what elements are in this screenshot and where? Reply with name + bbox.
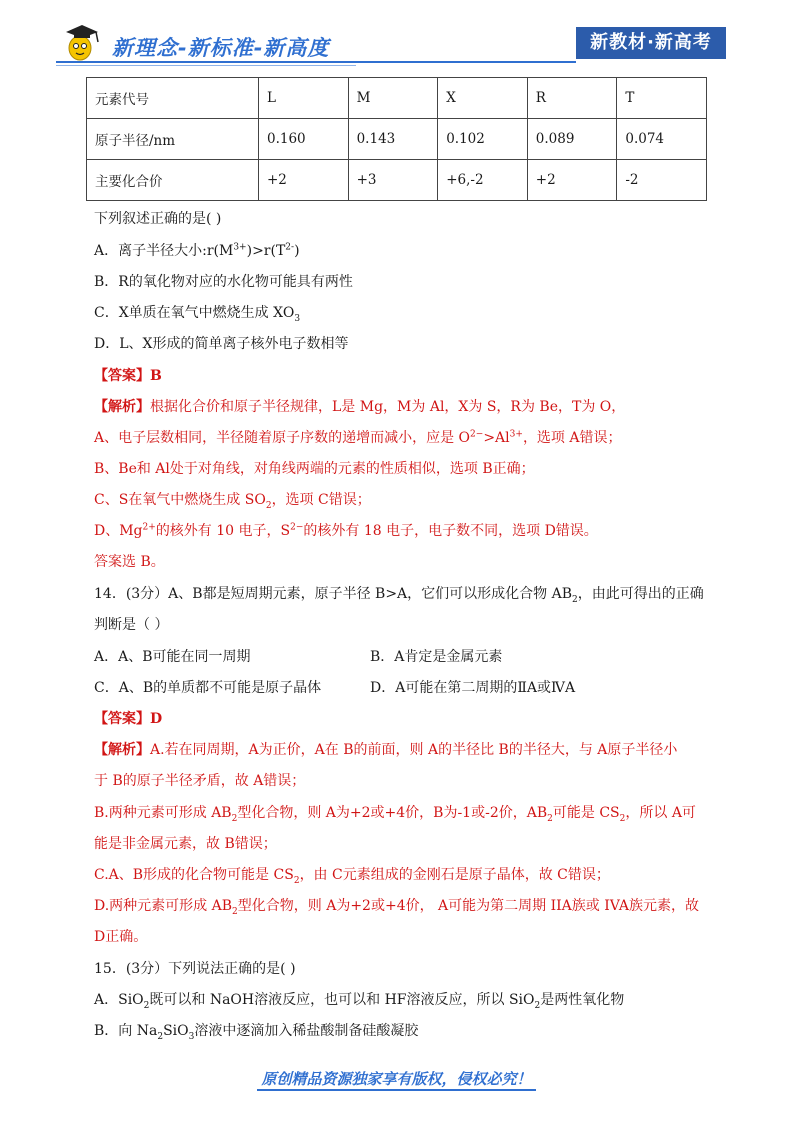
q13-stem: 下列叙述正确的是( ) — [94, 211, 222, 227]
q14-analysis-d-line2: D正确。 — [94, 929, 148, 945]
q13-option-d: D．L、X形成的简单离子核外电子数相等 — [94, 336, 349, 352]
q15-option-a: A．SiO$_2$既可以和 NaOH溶液反应，也可以和 HF溶液反应，所以 SiO$_2$是两性氧化物 — [94, 992, 625, 1011]
table-cell: 主要化合价 — [87, 160, 259, 201]
element-data-table — [86, 77, 707, 201]
q14-analysis-c: C.A、B形成的化合物可能是 $CS_2$，由 C元素组成的金刚石是原子晶体，故 C错误； — [94, 867, 610, 886]
table-row — [87, 119, 707, 160]
table-cell: 0.143 — [348, 119, 438, 160]
q14-analysis-d: D.两种元素可形成 $AB_2$型化合物，则 A为+2或+4价， A可能为第二周期 IIA族或 IVA族元素，故 — [94, 898, 700, 917]
table-cell: 0.089 — [527, 119, 617, 160]
q14-analysis-b-line2: 能是非金属元素，故 B错误； — [94, 836, 277, 852]
page-header — [0, 0, 793, 70]
q14-analysis-b: B.两种元素可形成 $AB_2$型化合物，则 A为+2或+4价，B为-1或-2价，$AB_2$可能是 $CS_2$，所以 A可 — [94, 805, 696, 824]
q13-analysis-c: C、S在氧气中燃烧生成 $SO_2$，选项 C错误； — [94, 492, 371, 511]
q14-option-d: D．A可能在第二周期的ⅡA或ⅣA — [370, 680, 576, 696]
q13-analysis-b: B、Be和 Al处于对角线，对角线两端的元素的性质相似，选项 B正确； — [94, 461, 535, 477]
q13-option-c: C．X单质在氧气中燃烧生成 $XO_3$ — [94, 305, 301, 324]
q14-option-b: B．A肯定是金属元素 — [370, 649, 503, 665]
table-cell: 0.160 — [259, 119, 349, 160]
header-divider — [56, 61, 576, 63]
copyright-footer — [0, 1068, 793, 1089]
table-header-row — [87, 78, 707, 119]
footer-text: 原创精品资源独家享有版权，侵权必究！ — [257, 1070, 535, 1091]
header-divider-thin — [56, 65, 356, 66]
header-slogan: 新理念-新标准-新高度 — [112, 36, 330, 60]
q14-analysis-line2: 于 B的原子半径矛盾，故 A错误； — [94, 773, 306, 789]
q13-conclusion: 答案选 B。 — [94, 554, 165, 570]
table-cell: L — [259, 78, 349, 119]
mascot-logo-icon — [60, 22, 106, 62]
q13-option-b: B．R的氧化物对应的水化物可能具有两性 — [94, 274, 353, 290]
q15-option-b: B．向 $Na_2SiO_3$溶液中逐滴加入稀盐酸制备硅酸凝胶 — [94, 1023, 419, 1042]
q15-stem: 15．(3分）下列说法正确的是( ) — [94, 961, 296, 977]
q13-analysis-d: D、$Mg^{2+}$的核外有 10 电子，$S^{2-}$的核外有 18 电子，电子数不同，选项 D错误。 — [94, 522, 598, 539]
table-cell: +2 — [259, 160, 349, 201]
table-cell: 元素代号 — [87, 78, 259, 119]
table-cell: M — [348, 78, 438, 119]
q13-analysis: 【解析】根据化合价和原子半径规律，L是 Mg，M为 Al，X为 S，R为 Be，T为 O， — [94, 399, 626, 415]
q14-answer: 【答案】D — [94, 711, 163, 727]
q13-option-a: A．离子半径大小$:r(M^{3+})>r(T^{2-})$ — [94, 242, 300, 259]
header-badge: 新教材·新高考 — [576, 27, 726, 59]
table-cell: +3 — [348, 160, 438, 201]
q14-stem-line2: 判断是（ ） — [94, 617, 169, 633]
q14-option-a: A．A、B可能在同一周期 — [94, 649, 251, 665]
q14-option-c: C．A、B的单质都不可能是原子晶体 — [94, 680, 322, 696]
q13-analysis-a: A、电子层数相同，半径随着原子序数的递增而减小，应是 $O^{2-}>Al^{3+}$，选项 A错误； — [94, 429, 622, 446]
table-cell: -2 — [617, 160, 707, 201]
table-cell: +6,-2 — [438, 160, 528, 201]
table-cell: X — [438, 78, 528, 119]
table-cell: 0.074 — [617, 119, 707, 160]
table-cell: R — [527, 78, 617, 119]
table-row — [87, 160, 707, 201]
q14-analysis: 【解析】A.若在同周期，A为正价，A在 B的前面，则 A的半径比 B的半径大，与 A原子半径小 — [94, 742, 678, 758]
table-cell: 0.102 — [438, 119, 528, 160]
q14-stem: 14．(3分）A、B都是短周期元素，原子半径 B>A，它们可以形成化合物 $AB_2$，由此可得出的正确 — [94, 586, 704, 605]
table-cell: +2 — [527, 160, 617, 201]
table-cell: T — [617, 78, 707, 119]
table-cell: 原子半径/nm — [87, 119, 259, 160]
q13-answer: 【答案】B — [94, 368, 162, 384]
